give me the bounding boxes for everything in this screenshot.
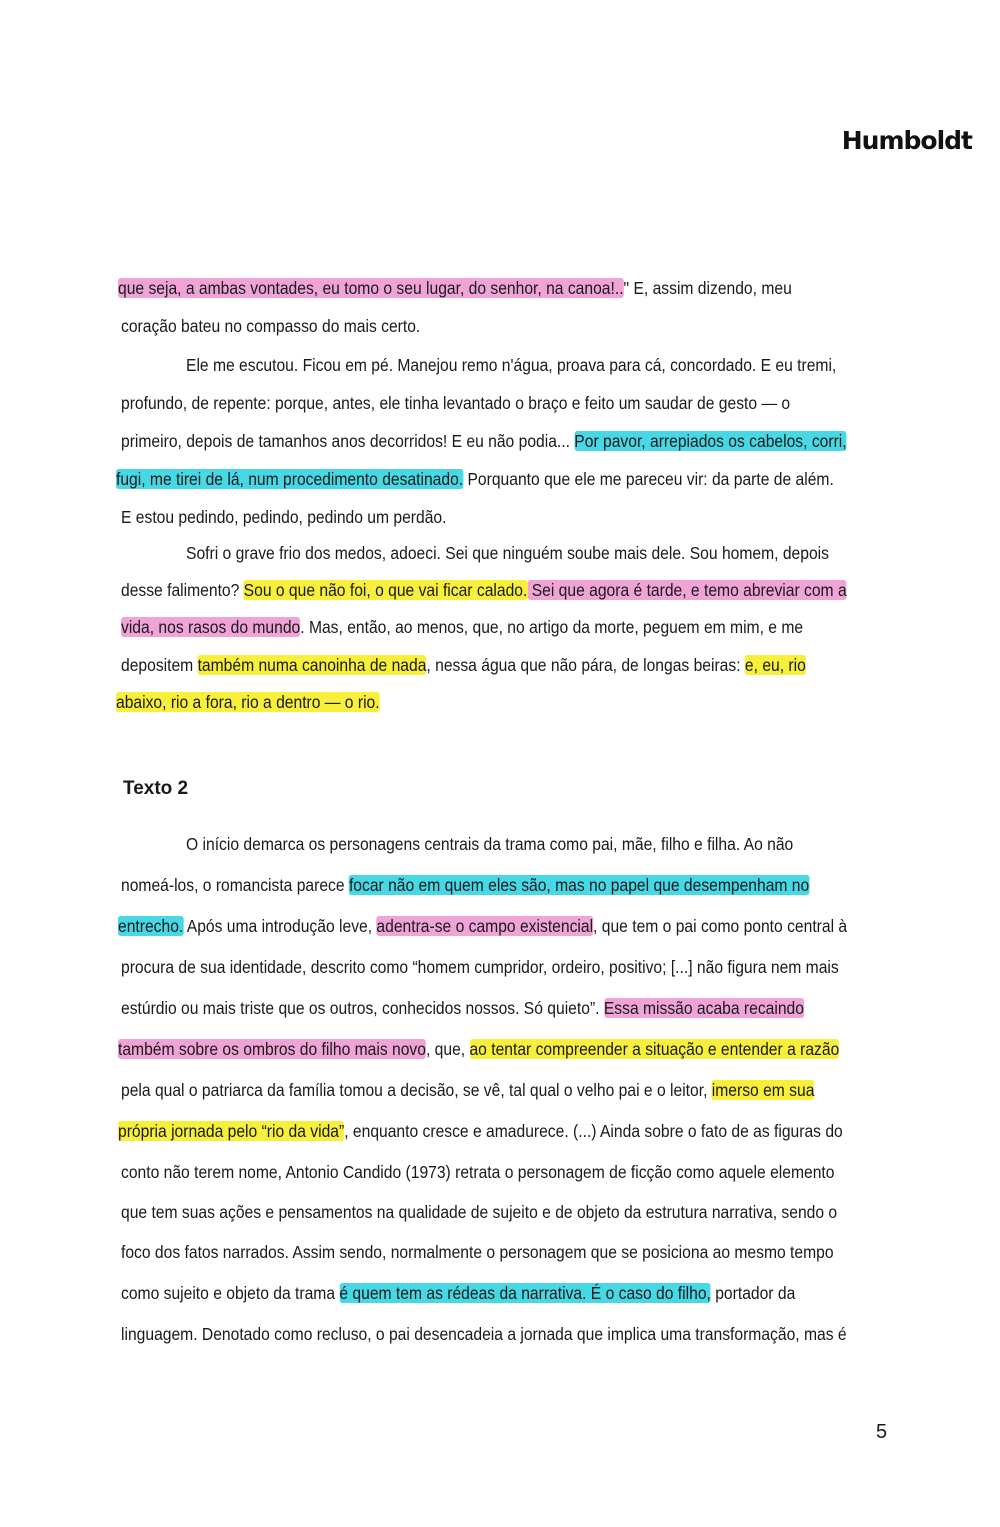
highlight-pink: Essa missão acaba recaindo xyxy=(603,998,804,1018)
highlight-yellow: abaixo, rio a fora, rio a dentro — o rio. xyxy=(116,692,380,712)
text-run: depositem xyxy=(121,655,198,675)
text-run: , que tem o pai como ponto central à xyxy=(593,916,848,936)
highlight-yellow: Sou o que não foi, o que vai ficar calado. xyxy=(243,580,528,600)
text1-line-2: coração bateu no compasso do mais certo. xyxy=(121,316,421,336)
page-number: 5 xyxy=(876,1421,888,1443)
text-run: . Mas, então, ao menos, que, no artigo da morte, peguem em mim, e me xyxy=(300,617,804,637)
text1-line-5 xyxy=(121,429,847,453)
text1-line-7: E estou pedindo, pedindo, pedindo um perdão. xyxy=(121,507,447,527)
text1-line-6 xyxy=(116,467,834,491)
text-run: primeiro, depois de tamanhos anos decorridos! E eu não podia... xyxy=(121,431,575,451)
highlight-pink: adentra-se o campo existencial xyxy=(376,916,594,936)
highlight-pink: Sei que agora é tarde, e temo abreviar com a xyxy=(527,580,847,600)
text1-line-3: Ele me escutou. Ficou em pé. Manejou remo n'água, proava para cá, concordado. E eu tremi, xyxy=(186,355,837,375)
text-run: como sujeito e objeto da trama xyxy=(121,1283,340,1303)
text1-line-10 xyxy=(121,615,803,639)
text2-line-1: O início demarca os personagens centrais da trama como pai, mãe, filho e filha. Ao não xyxy=(186,834,794,854)
text-run: nomeá-los, o romancista parece xyxy=(121,875,349,895)
highlight-yellow: também numa canoinha de nada xyxy=(197,655,427,675)
highlight-cyan: entrecho. xyxy=(118,916,184,936)
text2-line-7 xyxy=(121,1078,814,1102)
highlight-pink: que seja, a ambas vontades, eu tomo o seu lugar, do senhor, na canoa!.. xyxy=(118,278,624,298)
text2-line-10: que tem suas ações e pensamentos na qualidade de sujeito e de objeto da estrutura narrativa, sendo o xyxy=(121,1202,838,1222)
highlight-cyan: é quem tem as rédeas da narrativa. É o caso do filho, xyxy=(339,1283,711,1303)
text-run: desse falimento? xyxy=(121,580,244,600)
highlight-yellow: ao tentar compreender a situação e entender a razão xyxy=(469,1039,840,1059)
text2-line-8 xyxy=(118,1119,843,1143)
text-run: , nessa água que não pára, de longas beiras: xyxy=(426,655,745,675)
highlight-pink: também sobre os ombros do filho mais novo xyxy=(118,1039,426,1059)
text-run: , que, xyxy=(425,1039,470,1059)
text2-line-11: foco dos fatos narrados. Assim sendo, normalmente o personagem que se posiciona ao mesmo tempo xyxy=(121,1242,834,1262)
text-run: Porquanto que ele me pareceu vir: da parte de além. xyxy=(463,469,834,489)
text1-line-4: profundo, de repente: porque, antes, ele tinha levantado o braço e feito um saudar de gesto — o xyxy=(121,393,791,413)
text2-line-4: procura de sua identidade, descrito como “homem cumpridor, ordeiro, positivo; [...] não figura nem mais xyxy=(121,957,839,977)
highlight-pink: vida, nos rasos do mundo xyxy=(121,617,301,637)
text1-line-9 xyxy=(121,578,847,602)
highlight-yellow: imerso em sua xyxy=(711,1080,815,1100)
text2-line-5 xyxy=(121,996,804,1020)
text2-line-6 xyxy=(118,1037,839,1061)
highlight-cyan: focar não em quem eles são, mas no papel que desempenham no xyxy=(348,875,810,895)
text-run: Após uma introdução leve, xyxy=(183,916,377,936)
highlight-cyan: fugi, me tirei de lá, num procedimento desatinado. xyxy=(116,469,464,489)
text-run: " E, assim dizendo, meu xyxy=(623,278,792,298)
text2-line-12 xyxy=(121,1281,795,1305)
text-run: portador da xyxy=(710,1283,796,1303)
text-run: estúrdio ou mais triste que os outros, conhecidos nossos. Só quieto”. xyxy=(121,998,604,1018)
text2-line-9: conto não terem nome, Antonio Candido (1973) retrata o personagem de ficção como aquele elemento xyxy=(121,1162,835,1182)
text1-line-8: Sofri o grave frio dos medos, adoeci. Sei que ninguém soube mais dele. Sou homem, depois xyxy=(186,543,829,563)
text2-line-13: linguagem. Denotado como recluso, o pai desencadeia a jornada que implica uma transformação, mas é xyxy=(121,1324,847,1344)
highlight-yellow: e, eu, rio xyxy=(744,655,806,675)
section-heading: Texto 2 xyxy=(123,778,189,799)
highlight-cyan: Por pavor, arrepiados os cabelos, corri, xyxy=(574,431,847,451)
text1-line-12 xyxy=(116,690,380,714)
text2-line-3 xyxy=(118,914,847,938)
text2-line-2 xyxy=(121,873,809,897)
highlight-yellow: própria jornada pelo “rio da vida” xyxy=(118,1121,345,1141)
brand-logo: Humboldt xyxy=(841,126,972,155)
text-run: , enquanto cresce e amadurece. (...) Ainda sobre o fato de as figuras do xyxy=(344,1121,843,1141)
text-run: pela qual o patriarca da família tomou a decisão, se vê, tal qual o velho pai e o leitor, xyxy=(121,1080,712,1100)
text1-line-11 xyxy=(121,653,806,677)
text1-line-1 xyxy=(118,276,792,300)
